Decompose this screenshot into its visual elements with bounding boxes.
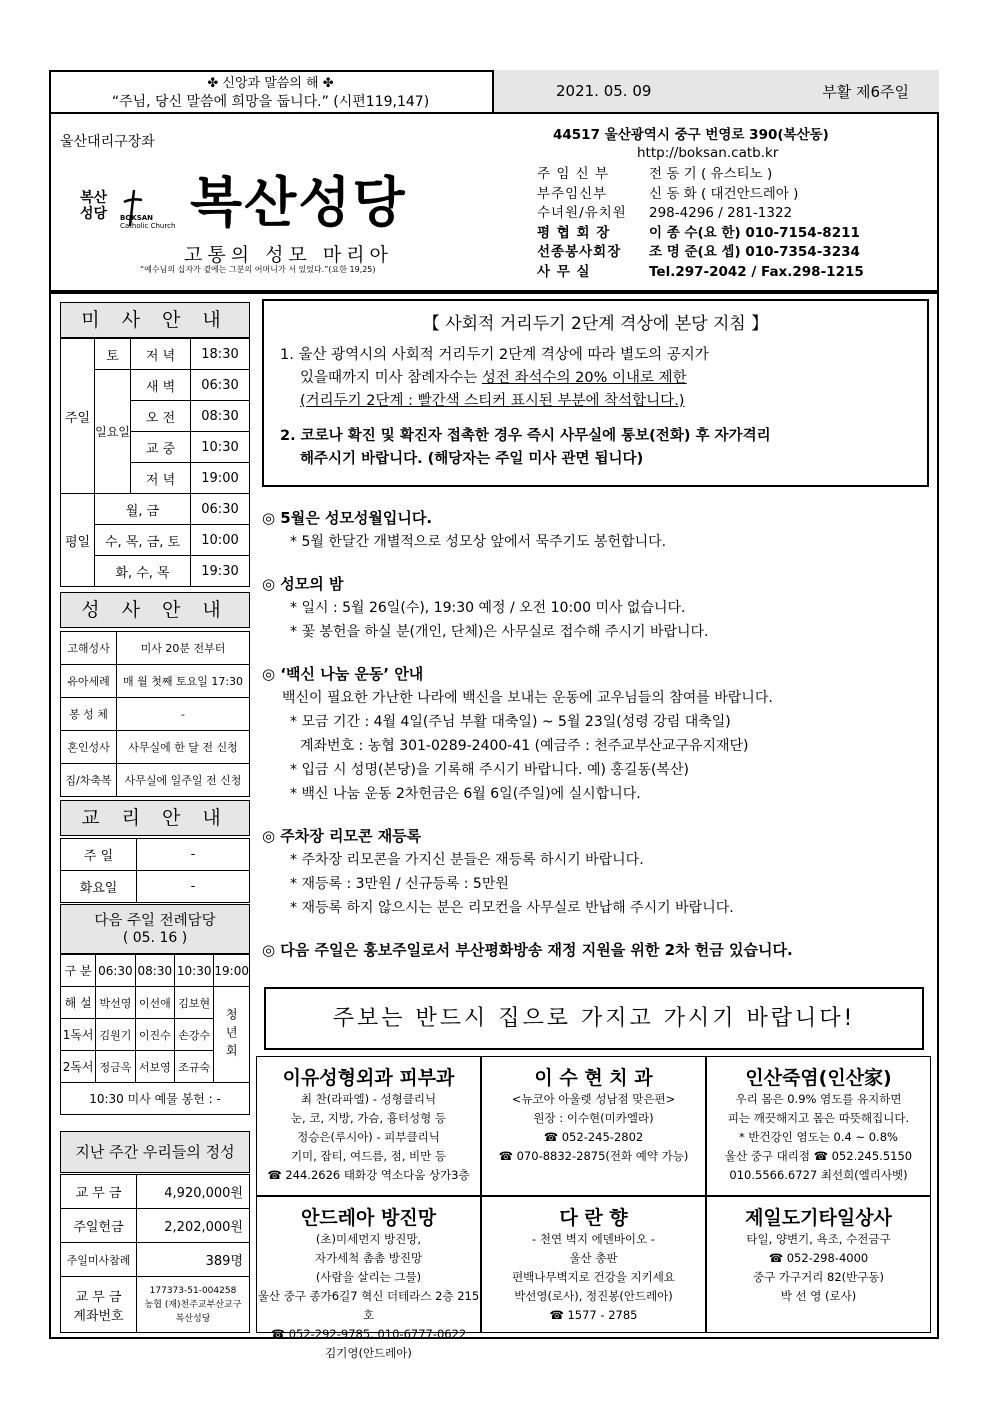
lord-day-label: 일요일 (95, 370, 131, 494)
offering-value: 4,920,000원 (137, 1175, 250, 1209)
sacrament-value: 사무실에 일주일 전 신청 (117, 764, 250, 797)
catechism-value: - (137, 839, 250, 871)
mass-table (60, 338, 250, 587)
offering-title: 지난 주간 우리들의 정성 (60, 1131, 250, 1173)
staff-row (537, 204, 917, 224)
announcement-line: * 주차장 리모콘을 가지신 분들은 재등록 하시기 바랍니다. (290, 852, 644, 868)
address: 44517 울산광역시 중구 번영로 390(복산동) (553, 127, 829, 143)
liturgy-cell: 정금옥 (96, 1051, 135, 1083)
sacrament-row (61, 665, 250, 698)
staff-role: 주 임 신 부 (537, 166, 610, 182)
announcement-list (262, 506, 929, 980)
sacrament-row (61, 731, 250, 764)
announcement-line: * 입금 시 성명(본당)을 기록해 주시기 바랍니다. 예) 홍길동(복산) (290, 762, 689, 778)
ad-line: 010.5566.6727 최선희(엘리사벳) (729, 1168, 908, 1182)
ad-line: ☎ 1577 - 2785 (549, 1308, 638, 1322)
weekday-label: 평일 (61, 494, 95, 587)
announcement-title: ◎ 주차장 리모콘 재등록 (262, 827, 422, 845)
ad-line: 울산 중구 종가6길7 혁신 더테라스 2층 215호 (257, 1289, 480, 1322)
announcement-line: * 일시 : 5월 26일(수), 19:30 예정 / 오전 10:00 미사 없습니다. (290, 600, 686, 616)
staff-row (537, 263, 917, 283)
announcement-line: * 백신 나눔 운동 2차헌금은 6월 6일(주일)에 실시합니다. (290, 786, 641, 802)
sacrament-label: 유아세례 (61, 665, 117, 698)
liturgy-cell: 김보현 (175, 987, 214, 1019)
ad-line: (초)미세먼지 방진망, (315, 1232, 422, 1246)
mass-day: 화, 수, 목 (95, 556, 191, 587)
catechism-table (60, 838, 250, 903)
mass-time: 19:30 (191, 556, 250, 587)
diocese-label: 울산대리구장좌 (60, 134, 155, 150)
liturgy-row-label: 해 설 (61, 987, 96, 1019)
ad-line: <뉴코아 아울렛 성남점 맞은편> (511, 1092, 676, 1106)
catechism-label: 주 일 (61, 839, 137, 871)
announcement-line: * 5월 한달간 개별적으로 성모상 앞에서 묵주기도 봉헌합니다. (290, 534, 667, 550)
announcement-line: 백신이 필요한 가난한 나라에 백신을 보내는 운동에 교우님들의 참여를 바랍니다. (282, 690, 773, 706)
ad-block (706, 1196, 931, 1333)
logo-text-2: 성당 (80, 206, 108, 222)
ad-line: 자가세척 촘촘 방진망 (314, 1251, 423, 1265)
staff-name: Tel.297-2042 / Fax.298-1215 (649, 263, 864, 280)
offering-label: 교 무 금 (61, 1175, 137, 1209)
offering-value: 2,202,000원 (137, 1209, 250, 1243)
mass-name: 저 녁 (131, 339, 191, 370)
ad-line: 기미, 잡티, 여드름, 점, 비만 등 (290, 1149, 447, 1163)
ad-block (256, 1196, 481, 1360)
sacrament-row (61, 764, 250, 797)
bulletin-reminder: 주보는 반드시 집으로 가지고 가시기 바랍니다! (264, 987, 924, 1050)
mass-name: 새 벽 (131, 370, 191, 401)
staff-role: 평 협 회 장 (537, 224, 611, 241)
catechism-label: 화요일 (61, 871, 137, 903)
sacrament-label: 혼인성사 (61, 731, 117, 764)
ad-line: 박 선 영 (로사) (780, 1289, 857, 1303)
notice-title: 【 사회적 거리두기 2단계 격상에 본당 지침 】 (422, 314, 769, 334)
ad-title: 인산죽염(인산家) (745, 1067, 892, 1089)
staff-name: 이 종 수(요 한) 010-7154-8211 (649, 224, 860, 241)
youth-group-cell: 청년회 (214, 987, 250, 1083)
mass-name: 저 녁 (131, 463, 191, 494)
mass-time: 19:00 (191, 463, 250, 494)
date-box (494, 70, 939, 114)
bulletin-date: 2021. 05. 09 (556, 82, 652, 100)
announcement-line: * 재등록 : 3만원 / 신규등록 : 5만원 (290, 876, 509, 892)
ad-title: 이유성형외과 피부과 (282, 1067, 455, 1089)
mass-name: 교 중 (131, 432, 191, 463)
liturgical-season: 부활 제6주일 (822, 82, 909, 101)
liturgy-col-header: 08:30 (135, 955, 174, 987)
ad-block (481, 1056, 706, 1196)
notice-line: 2. 코로나 확진 및 확진자 접촉한 경우 즉시 사무실에 통보(전화) 후 자가격리 (280, 428, 771, 444)
sacrament-value: 미사 20분 전부터 (117, 632, 250, 665)
sacrament-label: 집/차축복 (61, 764, 117, 797)
staff-name: 신 동 화 ( 대건안드레아 ) (649, 185, 799, 202)
notice-line: (거리두기 2단계 : 빨간색 스티커 표시된 부분에 착석합니다.) (300, 393, 685, 409)
staff-role: 사 무 실 (537, 263, 591, 280)
ad-title: 안드레아 방진망 (300, 1207, 437, 1229)
sacrament-value: - (117, 698, 250, 731)
liturgy-cell: 박선영 (96, 987, 135, 1019)
ad-line: 타일, 양변기, 욕조, 수전금구 (746, 1232, 891, 1246)
ad-block (481, 1196, 706, 1333)
offering-value: 389명 (137, 1243, 250, 1277)
offertory-note: 10:30 미사 예물 봉헌 : - (61, 1083, 250, 1115)
liturgy-col-header: 19:00 (214, 955, 250, 987)
ad-block (256, 1056, 481, 1196)
announcement-item (262, 572, 929, 644)
announcement-line: * 모금 기간 : 4월 4일(주님 부활 대축일) ~ 5월 23일(성령 강림 대축일) (290, 714, 731, 730)
ad-line: 정승은(루시아) - 피부클리닉 (297, 1130, 440, 1144)
sacrament-label: 고해성사 (61, 632, 117, 665)
announcement-title: ◎ 다음 주일은 홍보주일로서 부산평화방송 재정 지원을 위한 2차 헌금 있습니다. (262, 941, 793, 959)
ad-line: 눈, 코, 지방, 가슴, 흉터성형 등 (290, 1111, 447, 1125)
liturgy-cell: 서보영 (135, 1051, 174, 1083)
staff-name: 298-4296 / 281-1322 (649, 205, 793, 221)
ad-title: 이 수 현 치 과 (534, 1067, 653, 1089)
liturgy-cell: 손강수 (175, 1019, 214, 1051)
mass-day: 수, 목, 금, 토 (95, 525, 191, 556)
ad-line: 피는 깨끗해지고 몸은 따뜻해집니다. (727, 1111, 910, 1125)
website-link[interactable]: http://boksan.catb.kr (637, 145, 779, 161)
account-number: 177373-51-004258 (149, 1285, 237, 1296)
ad-line: 김기영(안드레아) (325, 1346, 412, 1360)
ad-line: * 반건강인 염도는 0.4 ~ 0.8% (739, 1130, 898, 1144)
catechism-title: 교 리 안 내 (60, 800, 250, 836)
ad-line: 중구 가구거리 82(반구동) (753, 1270, 884, 1284)
mass-time: 10:00 (191, 525, 250, 556)
announcement-title: ◎ 5월은 성모성월입니다. (262, 509, 433, 527)
offering-label: 주일미사참례 (61, 1243, 137, 1277)
sacrament-value: 사무실에 한 달 전 신청 (117, 731, 250, 764)
liturgy-cell: 김원기 (96, 1019, 135, 1051)
notice-line: 있을때까지 미사 참례자수는 성전 좌석수의 20% 이내로 제한 (300, 370, 687, 386)
liturgy-col-header: 10:30 (175, 955, 214, 987)
announcement-item (262, 824, 929, 920)
liturgy-col-header: 06:30 (96, 955, 135, 987)
liturgy-cell: 조규숙 (175, 1051, 214, 1083)
patron-saint: 고통의 성모 마리아 (184, 244, 393, 266)
staff-role: 선종봉사회장 (537, 244, 622, 260)
mass-time: 08:30 (191, 401, 250, 432)
mass-day: 월, 금 (95, 494, 191, 525)
logo-en-1: BOKSAN (120, 214, 154, 222)
sacrament-row (61, 632, 250, 665)
announcement-line: * 꽃 봉헌을 하실 분(개인, 단체)은 사무실로 접수해 주시기 바랍니다. (290, 624, 709, 640)
staff-list (537, 165, 917, 282)
ad-line: 원장 : 이수현(미카엘라) (533, 1111, 654, 1125)
sacrament-table (60, 631, 250, 797)
notice-line: 1. 울산 광역시의 사회적 거리두기 2단계 격상에 따라 별도의 공지가 (280, 347, 709, 363)
account-owner: 복산성당 (175, 1313, 211, 1324)
liturgy-table (60, 954, 250, 1115)
announcement-item (262, 506, 929, 554)
sacrament-row (61, 698, 250, 731)
logo-en-2: Catholic Church (120, 222, 176, 230)
ad-line: ☎ 244.2626 태화강 역소다움 상가3층 (267, 1168, 470, 1182)
announcement-item (262, 938, 929, 962)
mass-name: 오 전 (131, 401, 191, 432)
announcement-line: * 재등록 하지 않으시는 분은 리모컨을 사무실로 반납해 주시기 바랍니다. (290, 900, 734, 916)
ad-line: - 천연 벽지 에덴바이오 - (532, 1232, 655, 1246)
ad-line: 박선영(로사), 정진봉(안드레아) (514, 1289, 673, 1303)
patron-quote: “예수님의 십자가 곁에는 그분의 어머니가 서 있었다.”(요한 19,25) (140, 265, 376, 274)
ad-line: ☎ 052-245-2802 (543, 1130, 644, 1144)
staff-name: 전 동 기 ( 유스티노 ) (649, 166, 773, 182)
parish-logo (80, 188, 180, 232)
announcement-title: ◎ ‘백신 나눔 운동’ 안내 (262, 665, 424, 683)
liturgy-header (60, 904, 250, 954)
account-label: 교 무 금 계좌번호 (61, 1277, 137, 1333)
liturgy-cell: 이진수 (135, 1019, 174, 1051)
staff-role: 부주임신부 (537, 185, 608, 202)
logo-text-1: 복산 (80, 190, 108, 206)
ad-block (706, 1056, 931, 1196)
ad-line: ☎ 052-298-4000 (768, 1251, 869, 1265)
staff-row (537, 185, 917, 205)
announcement-item (262, 662, 929, 806)
staff-role: 수녀원/유치원 (537, 205, 627, 221)
mass-time: 10:30 (191, 432, 250, 463)
ads-grid (256, 1056, 931, 1360)
parish-name: 복산성당 (190, 170, 407, 234)
staff-name: 조 명 준(요 셉) 010-7354-3234 (649, 244, 860, 260)
sacrament-title: 성 사 안 내 (60, 592, 250, 628)
liturgy-date: ( 05. 16 ) (122, 930, 188, 946)
ad-title: 제일도기타일상사 (745, 1207, 892, 1229)
liturgy-cell: 이선애 (135, 987, 174, 1019)
ad-line: (사람을 살리는 그물) (315, 1270, 422, 1284)
staff-row (537, 165, 917, 185)
motto-box (49, 70, 494, 114)
catechism-value: - (137, 871, 250, 903)
sacrament-label: 봉 성 체 (61, 698, 117, 731)
liturgy-row-label: 2독서 (61, 1051, 96, 1083)
saturday-cell: 토 (95, 339, 131, 370)
account-bank: 농협 (재)천주교부산교구 (144, 1299, 242, 1310)
ad-line: ☎ 052-292-9785. 010-6777-0622 (270, 1327, 467, 1341)
notice-line: 해주시기 바랍니다. (해당자는 주일 미사 관면 됩니다) (300, 451, 644, 467)
ad-line: 최 찬(라파엘) - 성형클리닉 (300, 1092, 437, 1106)
staff-row (537, 243, 917, 263)
liturgy-row-label: 1독서 (61, 1019, 96, 1051)
announcement-title: ◎ 성모의 밤 (262, 575, 344, 593)
mass-time: 06:30 (191, 494, 250, 525)
sacrament-value: 매 월 첫째 토요일 17:30 (117, 665, 250, 698)
ad-line: 편백나무벽지로 건강을 지키세요 (512, 1270, 675, 1284)
mass-time: 18:30 (191, 339, 250, 370)
account-info (137, 1277, 250, 1333)
mass-time: 06:30 (191, 370, 250, 401)
mass-title: 미 사 안 내 (60, 302, 250, 338)
notice-box (262, 299, 929, 487)
ad-line: ☎ 070-8832-2875(전화 예약 가능) (498, 1149, 689, 1163)
ad-line: 우리 몸은 0.9% 염도를 유지하면 (735, 1092, 902, 1106)
ad-line: 울산 중구 대리점 ☎ 052.245.5150 (724, 1149, 913, 1163)
sunday-label: 주일 (61, 339, 95, 494)
staff-row (537, 224, 917, 244)
ad-line: 울산 총판 (569, 1251, 618, 1265)
announcement-line: 계좌번호 : 농협 301-0289-2400-41 (예금주 : 천주교부산교구유지재단) (300, 738, 749, 754)
liturgy-col-header: 구 분 (61, 955, 96, 987)
motto: “주님, 당신 말씀에 희망을 둡니다.” (시편119,147) (111, 94, 430, 110)
offering-label: 주일헌금 (61, 1209, 137, 1243)
offering-table (60, 1174, 250, 1333)
year-theme: ✤ 신앙과 말씀의 해 ✤ (207, 76, 334, 91)
ad-title: 다 란 향 (559, 1207, 628, 1229)
liturgy-title: 다음 주일 전례담당 (94, 913, 216, 929)
